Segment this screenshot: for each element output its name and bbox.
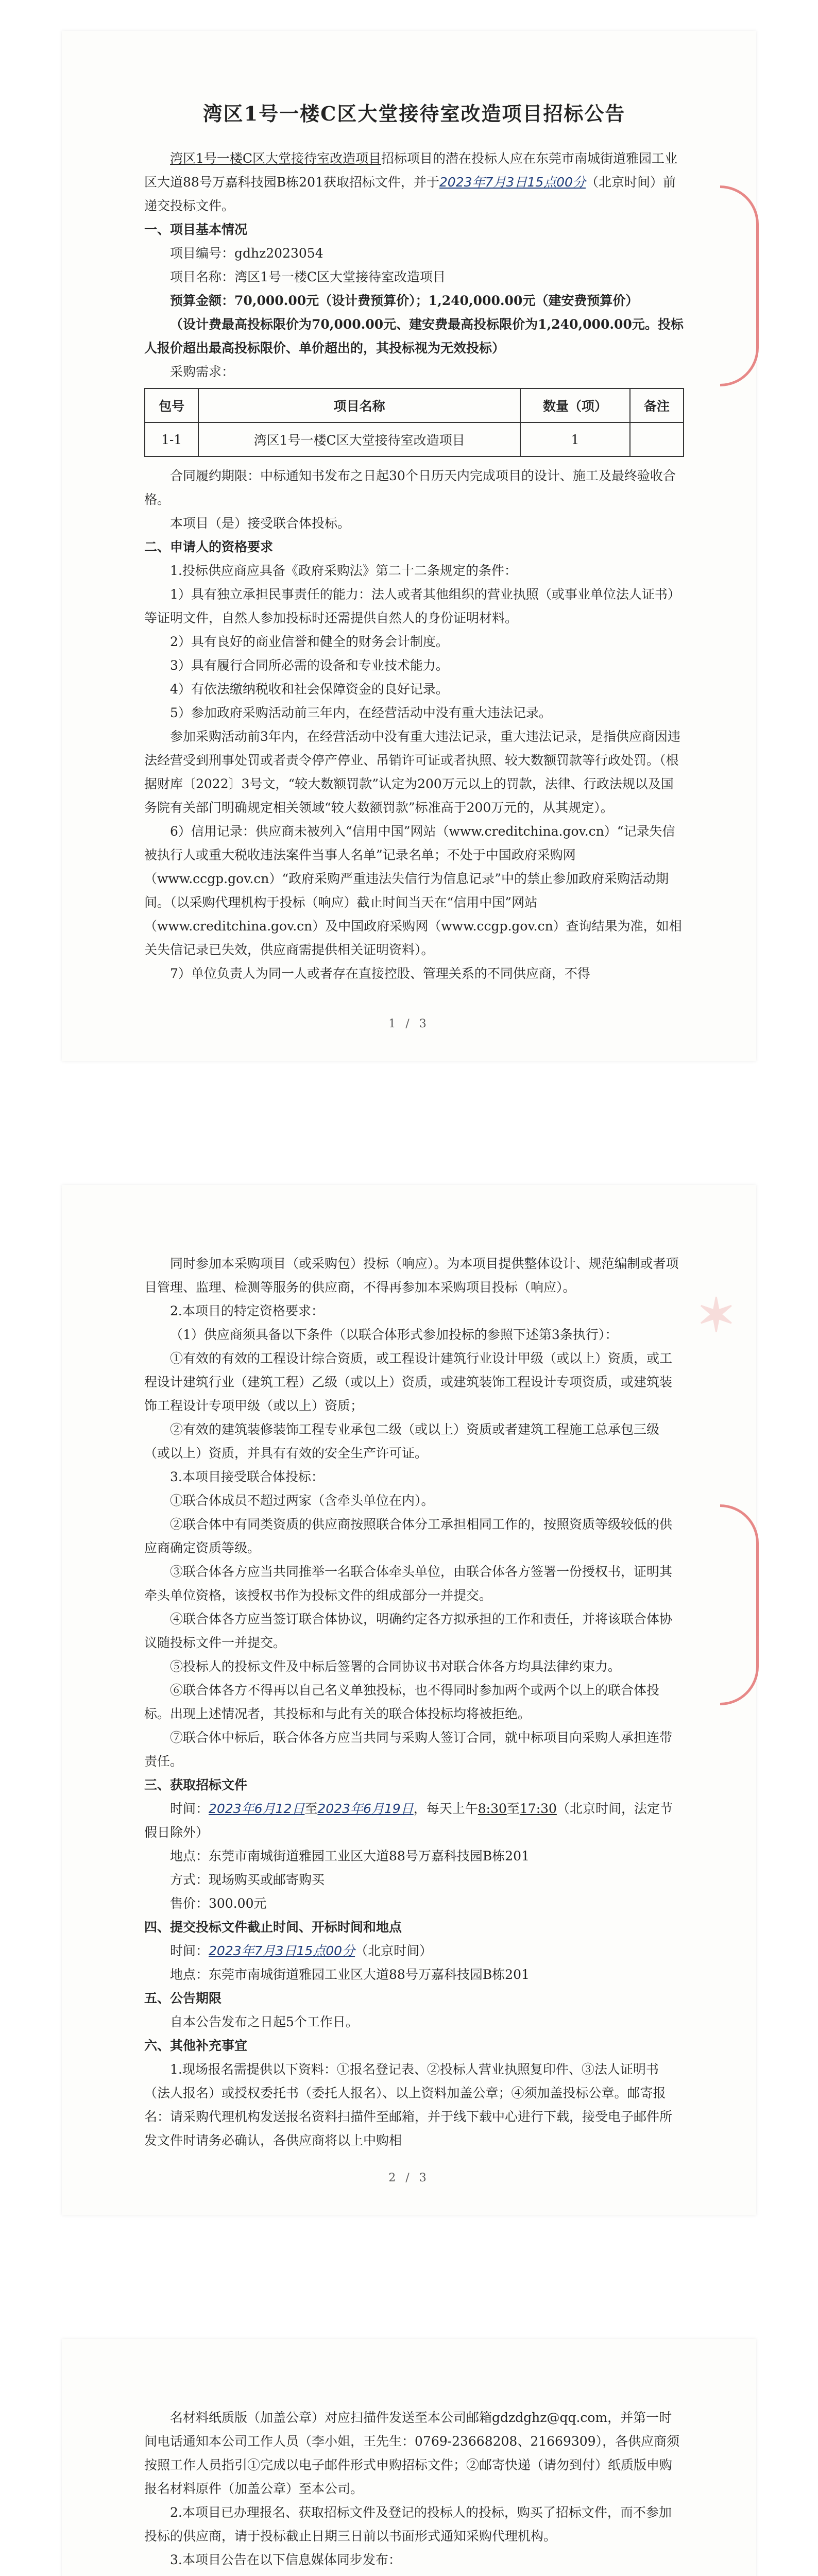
specific-qualification-1: （1）供应商须具备以下条件（以联合体形式参加投标的参照下述第3条执行）：	[170, 1327, 618, 1342]
table-header-row	[145, 388, 684, 422]
joint-rule-4: ④联合体各方应当签订联合体协议，明确约定各方拟承担的工作和责任，并将该联合体协议随投标文件一并提交。	[144, 1612, 673, 1650]
section-heading-3: 三、获取招标文件	[144, 1777, 248, 1792]
document-page-3	[62, 2339, 756, 2576]
contract-term: 合同履约期限：中标通知书发布之日起30个日历天内完成项目的设计、施工及最终验收合格。	[144, 468, 676, 507]
seam-seal-stamp	[720, 1504, 759, 1705]
page-number: 2 / 3	[388, 2172, 430, 2184]
section-heading-6: 六、其他补充事宜	[144, 2038, 248, 2053]
other-item-2: 2.本项目已办理报名、获取招标文件及登记的投标人的投标，购买了招标文件，而不参加投标的供应商，请于投标截止日期三日前以书面形式通知采购代理机构。	[144, 2505, 672, 2544]
page-number: 1 / 3	[388, 1018, 430, 1030]
continued-paragraph: 同时参加本采购项目（或采购包）投标（响应）。为本项目提供整体设计、规范编制或者项目管理、监理、检测等服务的供应商，不得再参加本采购项目投标（响应）。	[144, 1256, 679, 1295]
bid-limit-note: （设计费最高投标限价为70,000.00元、建安费最高投标限价为1,240,000.00元。投标人报价超出最高投标限价、单价超出的，其投标视为无效投标）	[144, 317, 684, 355]
qualification-1-2: 2）具有良好的商业信誉和健全的财务会计制度。	[170, 634, 449, 649]
section-heading-4: 四、提交投标文件截止时间、开标时间和地点	[144, 1920, 402, 1935]
qualification-1-5: 5）参加政府采购活动前三年内，在经营活动中没有重大违法记录。	[170, 705, 552, 720]
bid-place: 地点：东莞市南城街道雅园工业区大道88号万嘉科技园B栋201	[170, 1967, 530, 1982]
qualification-1: 1.投标供应商应具备《政府采购法》第二十二条规定的条件：	[170, 563, 517, 578]
table-header: 数量（项）	[520, 388, 630, 422]
other-item-3: 3.本项目公告在以下信息媒体同步发布：	[170, 2552, 401, 2567]
qualification-1-1: 1）具有独立承担民事责任的能力：法人或者其他组织的营业执照（或事业单位法人证书）等证明文件，自然人参加投标时还需提供自然人的身份证明材料。	[144, 587, 680, 625]
section-heading-2: 二、申请人的资格要求	[144, 539, 274, 554]
specific-qualification-b: ②有效的建筑装修装饰工程专业承包二级（或以上）资质或者建筑工程施工总承包三级（或以上）资质，并具有有效的安全生产许可证。	[144, 1422, 660, 1461]
joint-rule-3: ③联合体各方应当共同推举一名联合体牵头单位，由联合体各方签署一份授权书，证明其牵头单位资格，该授权书作为投标文件的组成部分一并提交。	[144, 1564, 673, 1603]
package-table	[144, 388, 684, 457]
section-heading-1: 一、项目基本情况	[144, 222, 248, 237]
document-price: 售价：300.00元	[170, 1896, 267, 1911]
media-link-1	[144, 2572, 684, 2576]
table-cell	[630, 422, 684, 456]
announcement-title: 湾区1号一楼C区大堂接待室改造项目招标公告	[202, 102, 626, 125]
budget-amount: 预算金额：70,000.00元（设计费预算价）；1,240,000.00元（建安费预算价）	[170, 293, 639, 308]
handwritten-deadline: 2023年7月3日15点00分	[439, 175, 586, 190]
seam-seal-stamp	[720, 185, 759, 386]
joint-bid-heading: 3.本项目接受联合体投标：	[170, 1469, 324, 1484]
intro-paragraph: 湾区1号一楼C区大堂接待室改造项目招标项目的潜在投标人应在东莞市南城街道雅园工业区大道88号万嘉科技园B栋201获取招标文件，并于2023年7月3日15点00分（北京时间）前递交投标文件。	[144, 151, 678, 213]
joint-rule-2: ②联合体中有同类资质的供应商按照联合体分工承担相同工作的，按照资质等级较低的供应商确定资质等级。	[144, 1517, 673, 1555]
table-row	[145, 422, 684, 456]
table-header: 备注	[630, 388, 684, 422]
qualification-1-8: 7）单位负责人为同一人或者存在直接控股、管理关系的不同供应商，不得	[170, 966, 590, 981]
stamp-watermark: ✶	[696, 1288, 736, 1343]
joint-rule-5: ⑤投标人的投标文件及中标后签署的合同协议书对联合体各方均具法律约束力。	[170, 1659, 621, 1674]
table-cell: 湾区1号一楼C区大堂接待室改造项目	[198, 422, 520, 456]
bid-deadline: 时间：2023年7月3日15点00分（北京时间）	[170, 1943, 433, 1958]
table-cell: 1-1	[145, 422, 198, 456]
joint-rule-7: ⑦联合体中标后，联合体各方应当共同与采购人签订合同，就中标项目向采购人承担连带责任。	[144, 1730, 673, 1769]
specific-qualification-a: ①有效的有效的工程设计综合资质，或工程设计建筑行业设计甲级（或以上）资质，或工程设计建筑行业（建筑工程）乙级（或以上）资质，或建筑装饰工程设计专项资质，或建筑装饰工程设计专项甲级（或以上）资质；	[144, 1351, 673, 1413]
table-header: 项目名称	[198, 388, 520, 422]
section-heading-5: 五、公告期限	[144, 1991, 222, 2006]
project-number: 项目编号：gdhz2023054	[170, 246, 323, 261]
joint-rule-1: ①联合体成员不超过两家（含牵头单位在内）。	[170, 1493, 434, 1508]
qualification-1-6: 参加采购活动前3年内，在经营活动中没有重大违法记录，重大违法记录，是指供应商因违法经营受到刑事处罚或者责令停产停业、吊销许可证或者执照、较大数额罚款等行政处罚。（根据财库〔2022〕3号文，“较大数额罚款”认定为200万元以上的罚款，法律、行政法规以及国务院有关部门明确规定相关领域“较大数额罚款”标准高于200万元的，从其规定）。	[144, 729, 680, 815]
table-cell: 1	[520, 422, 630, 456]
other-item-1: 1.现场报名需提供以下资料：①报名登记表、②投标人营业执照复印件、③法人证明书（法人报名）或授权委托书（委托人报名）、以上资料加盖公章；④须加盖投标公章。邮寄报名：请采购代理机构发送报名资料扫描件至邮箱，并于线下载中心进行下载，接受电子邮件所发文件时请务必确认，各供应商将以上中购相	[144, 2062, 673, 2148]
document-time: 时间：2023年6月12日至2023年6月19日，每天上午8:30至17:30（北京时间，法定节假日除外）	[144, 1801, 673, 1840]
qualification-1-7: 6）信用记录：供应商未被列入“信用中国”网站（www.creditchina.gov.cn）“记录失信被执行人或重大税收违法案件当事人名单”记录名单；不处于中国政府采购网（www.ccgp.gov.cn）“政府采购严重违法失信行为信息记录”中的禁止参加政府采购活动期间。（以采购代理机构于投标（响应）截止时间当天在“信用中国”网站（www.creditchina.gov.cn）及中国政府采购网（www.ccgp.gov.cn）查询结果为准，如相关失信记录已失效，供应商需提供相关证明资料）。	[144, 824, 682, 957]
joint-bid-note: 本项目（是）接受联合体投标。	[170, 516, 351, 531]
joint-rule-6: ⑥联合体各方不得再以自己名义单独投标，也不得同时参加两个或两个以上的联合体投标。出现上述情况者，其投标和与此有关的联合体投标均将被拒绝。	[144, 1683, 660, 1721]
table-header: 包号	[145, 388, 198, 422]
qualification-1-4: 4）有依法缴纳税收和社会保障资金的良好记录。	[170, 682, 449, 697]
document-place: 地点：东莞市南城街道雅园工业区大道88号万嘉科技园B栋201	[170, 1849, 530, 1863]
specific-qualification: 2.本项目的特定资格要求：	[170, 1303, 324, 1318]
project-name: 项目名称：湾区1号一楼C区大堂接待室改造项目	[170, 269, 446, 284]
continued-paragraph: 名材料纸质版（加盖公章）对应扫描件发送至本公司邮箱gdzdghz@qq.com，并第一时间电话通知本公司工作人员（李小姐，王先生：0769-23668208、21669309），各供应商须按照工作人员指引①完成以电子邮件形式申购招标文件；②邮寄快递（请勿到付）纸质版申购报名材料原件（加盖公章）至本公司。	[144, 2410, 680, 2496]
announcement-period: 自本公告发布之日起5个工作日。	[170, 2014, 359, 2029]
requirement-label: 采购需求：	[170, 364, 235, 379]
document-page-1	[62, 31, 756, 1061]
document-method: 方式：现场购买或邮寄购买	[170, 1872, 325, 1887]
qualification-1-3: 3）具有履行合同所必需的设备和专业技术能力。	[170, 658, 449, 673]
document-page-2	[62, 1185, 756, 2215]
